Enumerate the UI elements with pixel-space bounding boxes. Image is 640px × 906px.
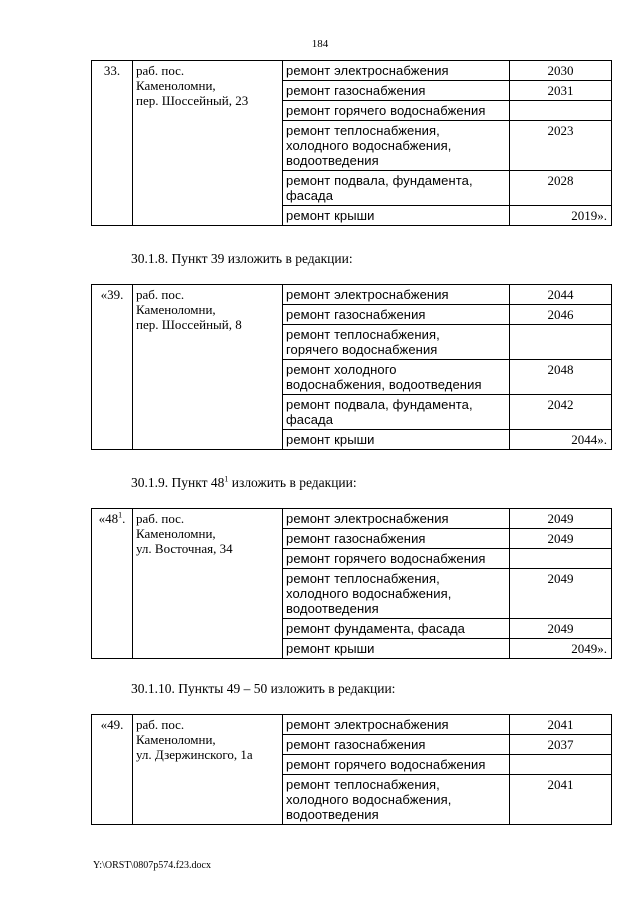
table-row bbox=[92, 285, 612, 305]
year-cell bbox=[510, 101, 612, 121]
paragraph-30-1-8 bbox=[131, 251, 353, 267]
work-type-line: ремонт электроснабжения bbox=[286, 63, 449, 78]
year-cell: 2049 bbox=[510, 509, 612, 529]
paragraph-text: 30.1.8. Пункт 39 изложить в редакции: bbox=[131, 251, 353, 266]
work-type-line: ремонт электроснабжения bbox=[286, 511, 449, 526]
work-type-cell bbox=[283, 395, 510, 430]
paragraph-text: 30.1.9. Пункт 48 bbox=[131, 475, 225, 490]
table-row bbox=[92, 509, 612, 529]
item-number-suffix: . bbox=[122, 511, 126, 526]
year-cell: 2028 bbox=[510, 171, 612, 206]
work-type-line: ремонт электроснабжения bbox=[286, 287, 449, 302]
item-number-cell bbox=[92, 285, 133, 450]
address-line: раб. пос. bbox=[136, 511, 185, 526]
year-cell: 2019». bbox=[510, 206, 612, 226]
work-type-line: ремонт крыши bbox=[286, 208, 375, 223]
work-type-line: ремонт газоснабжения bbox=[286, 531, 426, 546]
table-row bbox=[92, 61, 612, 81]
work-type-line: фасада bbox=[286, 188, 334, 203]
year-cell: 2048 bbox=[510, 360, 612, 395]
work-type-line: ремонт горячего водоснабжения bbox=[286, 551, 486, 566]
work-type-cell bbox=[283, 305, 510, 325]
work-type-cell bbox=[283, 735, 510, 755]
year-cell: 2042 bbox=[510, 395, 612, 430]
work-type-cell bbox=[283, 81, 510, 101]
paragraph-30-1-9 bbox=[131, 475, 357, 491]
work-type-cell bbox=[283, 755, 510, 775]
work-type-line: холодного водоснабжения, bbox=[286, 138, 452, 153]
table-row bbox=[92, 715, 612, 735]
item-number-cell bbox=[92, 715, 133, 825]
work-type-cell bbox=[283, 101, 510, 121]
work-type-line: ремонт газоснабжения bbox=[286, 307, 426, 322]
year-cell: 2049 bbox=[510, 569, 612, 619]
year-cell: 2044 bbox=[510, 285, 612, 305]
work-type-line: ремонт газоснабжения bbox=[286, 737, 426, 752]
work-type-line: ремонт крыши bbox=[286, 432, 375, 447]
work-type-line: ремонт электроснабжения bbox=[286, 717, 449, 732]
work-type-line: водоотведения bbox=[286, 807, 379, 822]
year-cell bbox=[510, 325, 612, 360]
year-cell: 2049 bbox=[510, 619, 612, 639]
year-cell: 2049 bbox=[510, 529, 612, 549]
item-number: «39. bbox=[100, 287, 124, 302]
year-cell: 2046 bbox=[510, 305, 612, 325]
work-type-line: ремонт фундамента, фасада bbox=[286, 621, 465, 636]
year-cell bbox=[510, 549, 612, 569]
work-type-cell bbox=[283, 171, 510, 206]
paragraph-text: 30.1.10. Пункты 49 – 50 изложить в редакции: bbox=[131, 681, 396, 696]
work-type-line: водоснабжения, водоотведения bbox=[286, 377, 482, 392]
work-type-cell bbox=[283, 775, 510, 825]
work-type-line: ремонт подвала, фундамента, bbox=[286, 173, 473, 188]
year-cell: 2037 bbox=[510, 735, 612, 755]
year-cell: 2030 bbox=[510, 61, 612, 81]
address-line: ул. Восточная, 34 bbox=[136, 541, 233, 556]
work-type-cell bbox=[283, 206, 510, 226]
address-line: раб. пос. bbox=[136, 63, 185, 78]
work-type-cell bbox=[283, 360, 510, 395]
work-type-cell bbox=[283, 639, 510, 659]
work-type-line: холодного водоснабжения, bbox=[286, 586, 452, 601]
year-cell: 2041 bbox=[510, 775, 612, 825]
work-type-cell bbox=[283, 121, 510, 171]
work-type-line: ремонт газоснабжения bbox=[286, 83, 426, 98]
year-cell bbox=[510, 755, 612, 775]
year-cell: 2049». bbox=[510, 639, 612, 659]
address-cell bbox=[133, 61, 283, 226]
address-line: раб. пос. bbox=[136, 717, 185, 732]
work-type-line: ремонт теплоснабжения, bbox=[286, 123, 440, 138]
item-number-cell bbox=[92, 61, 133, 226]
repair-table-39 bbox=[91, 284, 612, 450]
paragraph-text-tail: изложить в редакции: bbox=[228, 475, 357, 490]
work-type-cell bbox=[283, 430, 510, 450]
work-type-line: ремонт горячего водоснабжения bbox=[286, 757, 486, 772]
address-line: Каменоломни, bbox=[136, 526, 216, 541]
address-cell bbox=[133, 715, 283, 825]
work-type-line: ремонт теплоснабжения, bbox=[286, 777, 440, 792]
item-number: «49. bbox=[100, 717, 124, 732]
work-type-cell bbox=[283, 529, 510, 549]
work-type-line: горячего водоснабжения bbox=[286, 342, 438, 357]
address-line: Каменоломни, bbox=[136, 732, 216, 747]
address-line: раб. пос. bbox=[136, 287, 185, 302]
work-type-line: ремонт теплоснабжения, bbox=[286, 327, 440, 342]
item-number: 33. bbox=[103, 63, 121, 78]
address-line: Каменоломни, bbox=[136, 78, 216, 93]
repair-table-48-1 bbox=[91, 508, 612, 659]
repair-table-49 bbox=[91, 714, 612, 825]
work-type-line: ремонт теплоснабжения, bbox=[286, 571, 440, 586]
work-type-line: холодного водоснабжения, bbox=[286, 792, 452, 807]
work-type-line: водоотведения bbox=[286, 601, 379, 616]
year-cell: 2041 bbox=[510, 715, 612, 735]
work-type-cell bbox=[283, 285, 510, 305]
year-cell: 2031 bbox=[510, 81, 612, 101]
address-line: пер. Шоссейный, 23 bbox=[136, 93, 249, 108]
item-number-superscript: 1 bbox=[118, 510, 123, 520]
work-type-cell bbox=[283, 619, 510, 639]
work-type-cell bbox=[283, 61, 510, 81]
work-type-cell bbox=[283, 325, 510, 360]
address-line: пер. Шоссейный, 8 bbox=[136, 317, 242, 332]
year-cell: 2044». bbox=[510, 430, 612, 450]
work-type-cell bbox=[283, 509, 510, 529]
repair-table-33 bbox=[91, 60, 612, 226]
address-cell bbox=[133, 509, 283, 659]
work-type-cell bbox=[283, 549, 510, 569]
work-type-cell bbox=[283, 715, 510, 735]
work-type-cell bbox=[283, 569, 510, 619]
file-path-footer: Y:\ORST\0807p574.f23.docx bbox=[93, 860, 211, 871]
work-type-line: ремонт подвала, фундамента, bbox=[286, 397, 473, 412]
work-type-line: ремонт горячего водоснабжения bbox=[286, 103, 486, 118]
item-number: «48 bbox=[98, 511, 119, 526]
paragraph-superscript: 1 bbox=[224, 474, 229, 484]
work-type-line: ремонт крыши bbox=[286, 641, 375, 656]
paragraph-30-1-10 bbox=[131, 681, 395, 697]
page-number: 184 bbox=[311, 38, 329, 50]
work-type-line: ремонт холодного bbox=[286, 362, 397, 377]
year-cell: 2023 bbox=[510, 121, 612, 171]
address-cell bbox=[133, 285, 283, 450]
address-line: ул. Дзержинского, 1а bbox=[136, 747, 253, 762]
item-number-cell bbox=[92, 509, 133, 659]
address-line: Каменоломни, bbox=[136, 302, 216, 317]
work-type-line: водоотведения bbox=[286, 153, 379, 168]
work-type-line: фасада bbox=[286, 412, 334, 427]
